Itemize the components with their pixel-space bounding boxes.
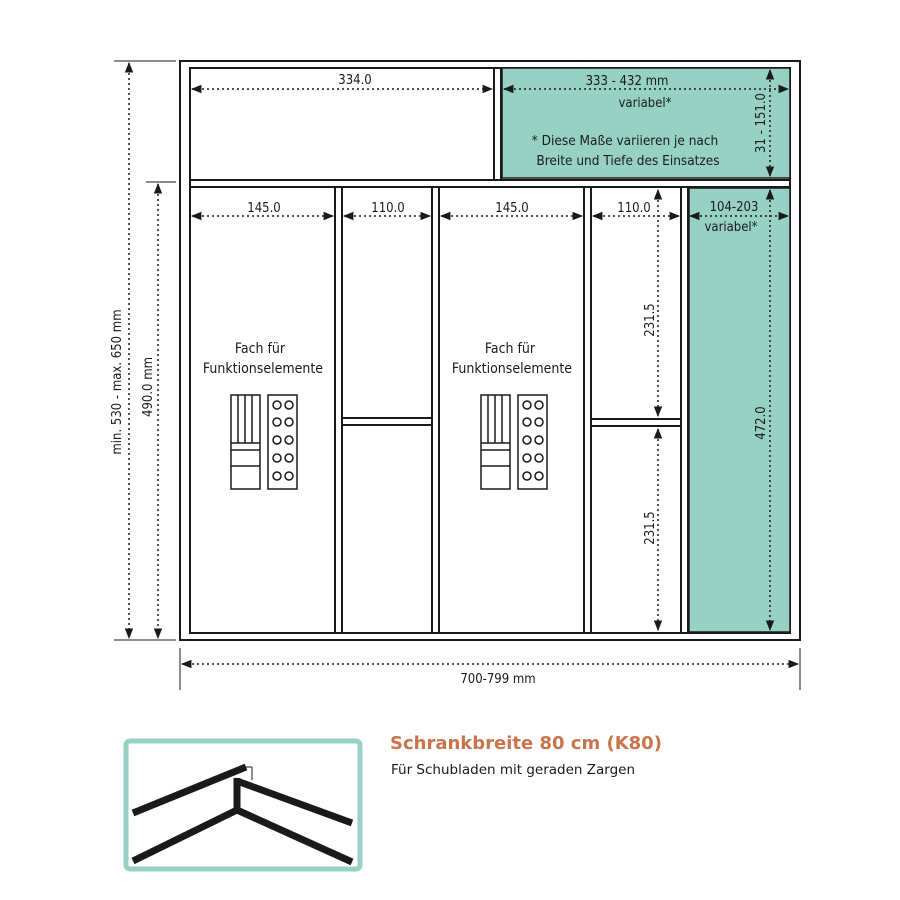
right-variable-compartment (689, 188, 790, 632)
function-element-insert-icon (231, 395, 297, 489)
compartment-shelves (342, 418, 681, 426)
compartment-dividers (335, 187, 688, 633)
comp3-label-line-2: Funktionselemente (451, 361, 573, 377)
comp1-width-text: 145.0 (247, 201, 281, 216)
top-right-height-text: 31 - 151.0 (754, 93, 769, 153)
comp5-height-text: 472.0 (754, 406, 769, 440)
total-width-text: 700-799 mm (460, 672, 536, 687)
top-right-variable-text: variabel* (618, 96, 672, 111)
top-tray-vertical-divider (494, 68, 501, 180)
outer-depth-text: min. 530 - max. 650 mm (110, 309, 125, 455)
comp2-width-text: 110.0 (371, 201, 405, 216)
comp3-label-line-1: Fach für (484, 341, 536, 357)
comp4-lower-height-text: 231.5 (643, 511, 658, 545)
top-tray-divider (190, 180, 790, 187)
comp5-variable-text: variabel* (704, 220, 758, 235)
comp4-upper-height-text: 231.5 (643, 303, 658, 337)
comp4-width-text: 110.0 (617, 201, 651, 216)
footnote-line-2: Breite und Tiefe des Einsatzes (536, 153, 720, 169)
corner-detail-box (126, 741, 360, 869)
comp1-label-line-2: Funktionselemente (202, 361, 324, 377)
footnote-line-1: * Diese Maße variieren je nach (531, 133, 719, 149)
comp5-width-text: 104-203 (709, 200, 759, 215)
caption-subtitle: Für Schubladen mit geraden Zargen (391, 762, 636, 778)
top-left-width-text: 334.0 (338, 73, 372, 88)
function-element-insert-icon (481, 395, 547, 489)
top-right-width-text: 333 - 432 mm (585, 74, 669, 89)
caption-title: Schrankbreite 80 cm (K80) (390, 733, 662, 754)
comp3-width-text: 145.0 (495, 201, 529, 216)
comp1-label-line-1: Fach für (234, 341, 286, 357)
inner-depth-text: 490.0 mm (141, 357, 156, 417)
